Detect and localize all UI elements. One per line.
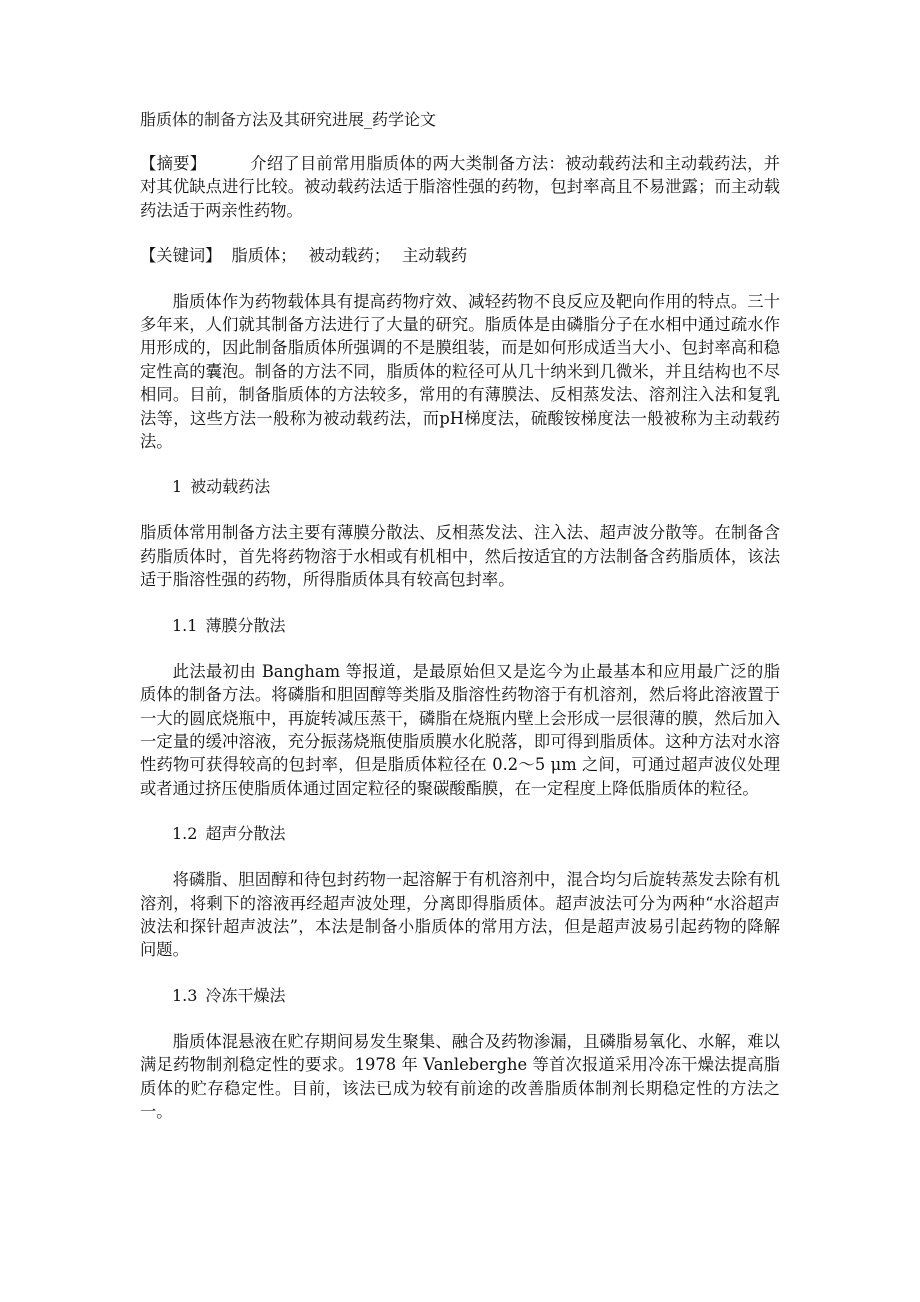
section-number: 1.3: [172, 985, 198, 1005]
section-title: 超声分散法: [205, 824, 286, 844]
section-title: 冷冻干燥法: [205, 985, 286, 1005]
abstract-label: 【摘要】: [140, 154, 207, 173]
keywords-paragraph: [140, 244, 780, 267]
section-1-1-heading: [140, 614, 780, 638]
document-title: 脂质体的制备方法及其研究进展_药学论文: [140, 110, 437, 129]
section-title: 被动载药法: [190, 477, 271, 497]
section-number: 1.2: [172, 824, 198, 844]
section-title: 薄膜分散法: [205, 615, 286, 635]
section-1-2-paragraph: 将磷脂、胆固醇和待包封药物一起溶解于有机溶剂中，混合均匀后旋转蒸发去除有机溶剂，将剩下的溶液再经超声波处理，分离即得脂质体。超声波法可分为两种“水浴超声波法和探针超声波法”，本法是制备小脂质体的常用方法，但是超声波易引起药物的降解问题。: [140, 870, 780, 960]
section-1-heading: [140, 475, 780, 499]
section-number: 1: [172, 477, 183, 497]
keyword-item: 被动载药；: [308, 246, 390, 266]
section-1-3-heading: [140, 984, 780, 1008]
keyword-item: 脂质体；: [231, 246, 297, 266]
keyword-item: 主动载药: [401, 246, 468, 266]
abstract-paragraph: [140, 152, 780, 222]
keywords-label: 【关键词】: [140, 246, 222, 266]
document-page: [140, 108, 780, 1145]
section-1-3-paragraph: 脂质体混悬液在贮存期间易发生聚集、融合及药物渗漏，且磷脂易氧化、水解，难以满足药物制剂稳定性的要求。1978 年 Vanleberghe 等首次报道采用冷冻干燥法提高脂质体的贮存稳定性。目前，该法已成为较有前途的改善脂质体制剂长期稳定性的方法之一。: [140, 1031, 780, 1121]
intro-paragraph: 脂质体作为药物载体具有提高药物疗效、减轻药物不良反应及靶向作用的特点。三十多年来，人们就其制备方法进行了大量的研究。脂质体是由磷脂分子在水相中通过疏水作用形成的，因此制备脂质体所强调的不是膜组装，而是如何形成适当大小、包封率高和稳定性高的囊泡。制备的方法不同，脂质体的粒径可从几十纳米到几微米，并且结构也不尽相同。目前，制备脂质体的方法较多，常用的有薄膜法、反相蒸发法、溶剂注入法和复乳法等，这些方法一般称为被动载药法，而pH梯度法，硫酸铵梯度法一般被称为主动载药法。: [140, 291, 780, 452]
section-1-1-paragraph: 此法最初由 Bangham 等报道，是最原始但又是迄今为止最基本和应用最广泛的脂质体的制备方法。将磷脂和胆固醇等类脂及脂溶性药物溶于有机溶剂，然后将此溶液置于一大的圆底烧瓶中，再旋转减压蒸干，磷脂在烧瓶内壁上会形成一层很薄的膜，然后加入一定量的缓冲溶液，充分振荡烧瓶使脂质膜水化脱落，即可得到脂质体。这种方法对水溶性药物可获得较高的包封率，但是脂质体粒径在 0.2～5 μm 之间，可通过超声波仪处理或者通过挤压使脂质体通过固定粒径的聚碳酸酯膜，在一定程度上降低脂质体的粒径。: [140, 661, 780, 798]
abstract-text: 介绍了目前常用脂质体的两大类制备方法：被动载药法和主动载药法，并对其优缺点进行比较。被动载药法适于脂溶性强的药物，包封率高且不易泄露；而主动载药法适于两亲性药物。: [140, 154, 780, 220]
section-1-paragraph: 脂质体常用制备方法主要有薄膜分散法、反相蒸发法、注入法、超声波分散等。在制备含药脂质体时，首先将药物溶于水相或有机相中，然后按适宜的方法制备含药脂质体，该法适于脂溶性强的药物，所得脂质体具有较高包封率。: [140, 523, 780, 590]
section-number: 1.1: [172, 615, 198, 635]
section-1-2-heading: [140, 822, 780, 846]
